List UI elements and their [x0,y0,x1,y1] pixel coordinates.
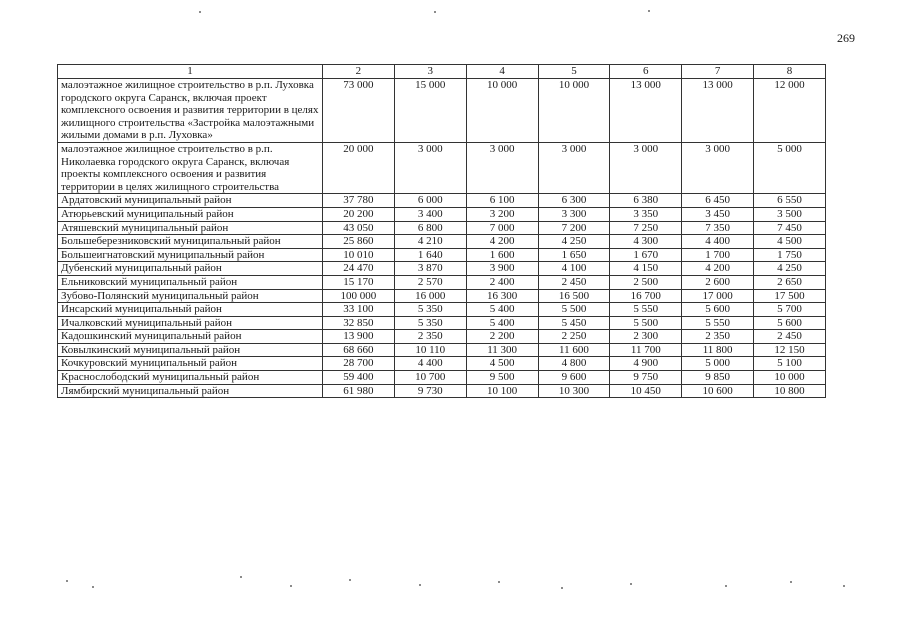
value-cell: 25 860 [323,235,395,249]
value-cell: 73 000 [323,79,395,143]
value-cell: 7 200 [538,221,610,235]
value-cell: 2 450 [754,330,826,344]
value-cell: 5 350 [394,316,466,330]
value-cell: 4 400 [682,235,754,249]
value-cell: 10 000 [466,79,538,143]
value-cell: 20 200 [323,207,395,221]
value-cell: 9 600 [538,371,610,385]
value-cell: 6 300 [538,194,610,208]
value-cell: 2 500 [610,275,682,289]
value-cell: 13 000 [610,79,682,143]
column-header: 4 [466,65,538,79]
table-row [58,316,826,330]
value-cell: 5 400 [466,316,538,330]
value-cell: 61 980 [323,384,395,398]
value-cell: 16 700 [610,289,682,303]
value-cell: 5 100 [754,357,826,371]
value-cell: 1 640 [394,248,466,262]
value-cell: 10 100 [466,384,538,398]
value-cell: 3 000 [682,142,754,193]
value-cell: 4 800 [538,357,610,371]
value-cell: 5 500 [538,303,610,317]
table-row [58,330,826,344]
row-label: Инсарский муниципальный район [58,303,323,317]
value-cell: 12 150 [754,343,826,357]
value-cell: 1 600 [466,248,538,262]
value-cell: 5 400 [466,303,538,317]
value-cell: 5 450 [538,316,610,330]
table-row [58,357,826,371]
value-cell: 4 210 [394,235,466,249]
row-label: малоэтажное жилищное строительство в р.п. Николаевка городского округа Саранск, включая проекты комплексного освоения и развития территории в целях жилищного строительства [58,142,323,193]
value-cell: 15 170 [323,275,395,289]
value-cell: 6 800 [394,221,466,235]
value-cell: 6 100 [466,194,538,208]
value-cell: 59 400 [323,371,395,385]
row-label: Большеигнатовский муниципальный район [58,248,323,262]
value-cell: 2 350 [394,330,466,344]
table-row [58,275,826,289]
value-cell: 11 800 [682,343,754,357]
value-cell: 3 450 [682,207,754,221]
value-cell: 4 400 [394,357,466,371]
column-header: 6 [610,65,682,79]
table-row [58,221,826,235]
value-cell: 7 000 [466,221,538,235]
table-row [58,248,826,262]
value-cell: 2 300 [610,330,682,344]
row-label: малоэтажное жилищное строительство в р.п. Луховка городского округа Саранск, включая проект комплексного освоения и развития территории в целях жилищного строительства «Застройка малоэтажными жилыми домами в р.п. Луховка» [58,79,323,143]
value-cell: 5 550 [682,316,754,330]
value-cell: 20 000 [323,142,395,193]
value-cell: 1 670 [610,248,682,262]
value-cell: 10 600 [682,384,754,398]
value-cell: 3 200 [466,207,538,221]
data-table [57,64,826,398]
value-cell: 16 300 [466,289,538,303]
header-row [58,65,826,79]
value-cell: 3 870 [394,262,466,276]
value-cell: 5 000 [754,142,826,193]
value-cell: 10 010 [323,248,395,262]
value-cell: 5 550 [610,303,682,317]
value-cell: 9 500 [466,371,538,385]
value-cell: 4 500 [466,357,538,371]
value-cell: 2 250 [538,330,610,344]
value-cell: 4 300 [610,235,682,249]
value-cell: 1 700 [682,248,754,262]
value-cell: 4 900 [610,357,682,371]
row-label: Атяшевский муниципальный район [58,221,323,235]
column-header: 7 [682,65,754,79]
value-cell: 5 600 [682,303,754,317]
value-cell: 4 200 [682,262,754,276]
value-cell: 1 650 [538,248,610,262]
value-cell: 4 250 [538,235,610,249]
value-cell: 7 350 [682,221,754,235]
value-cell: 3 300 [538,207,610,221]
table-row [58,194,826,208]
table-row [58,343,826,357]
value-cell: 3 000 [466,142,538,193]
table-row [58,384,826,398]
value-cell: 10 000 [754,371,826,385]
value-cell: 5 000 [682,357,754,371]
value-cell: 16 500 [538,289,610,303]
value-cell: 10 800 [754,384,826,398]
row-label: Атюрьевский муниципальный район [58,207,323,221]
table-row [58,235,826,249]
value-cell: 1 750 [754,248,826,262]
value-cell: 7 450 [754,221,826,235]
value-cell: 10 000 [538,79,610,143]
column-header: 8 [754,65,826,79]
value-cell: 9 730 [394,384,466,398]
value-cell: 32 850 [323,316,395,330]
row-label: Лямбирский муниципальный район [58,384,323,398]
value-cell: 24 470 [323,262,395,276]
value-cell: 28 700 [323,357,395,371]
value-cell: 13 900 [323,330,395,344]
row-label: Дубенский муниципальный район [58,262,323,276]
value-cell: 13 000 [682,79,754,143]
value-cell: 6 550 [754,194,826,208]
table-row [58,289,826,303]
value-cell: 15 000 [394,79,466,143]
value-cell: 17 500 [754,289,826,303]
table-row [58,142,826,193]
value-cell: 4 200 [466,235,538,249]
table-row [58,79,826,143]
value-cell: 2 400 [466,275,538,289]
row-label: Кадошкинский муниципальный район [58,330,323,344]
value-cell: 5 600 [754,316,826,330]
value-cell: 9 850 [682,371,754,385]
value-cell: 10 700 [394,371,466,385]
value-cell: 68 660 [323,343,395,357]
column-header: 2 [323,65,395,79]
column-header: 3 [394,65,466,79]
value-cell: 11 600 [538,343,610,357]
table-row [58,303,826,317]
value-cell: 4 100 [538,262,610,276]
row-label: Большеберезниковский муниципальный район [58,235,323,249]
value-cell: 3 900 [466,262,538,276]
value-cell: 10 110 [394,343,466,357]
value-cell: 2 650 [754,275,826,289]
row-label: Ковылкинский муниципальный район [58,343,323,357]
table-row [58,262,826,276]
value-cell: 3 400 [394,207,466,221]
value-cell: 2 600 [682,275,754,289]
value-cell: 10 300 [538,384,610,398]
table-row [58,371,826,385]
table-row [58,207,826,221]
value-cell: 37 780 [323,194,395,208]
value-cell: 2 450 [538,275,610,289]
value-cell: 3 500 [754,207,826,221]
row-label: Зубово-Полянский муниципальный район [58,289,323,303]
column-header: 5 [538,65,610,79]
value-cell: 3 000 [610,142,682,193]
column-header: 1 [58,65,323,79]
value-cell: 6 000 [394,194,466,208]
value-cell: 3 000 [538,142,610,193]
value-cell: 3 000 [394,142,466,193]
value-cell: 100 000 [323,289,395,303]
value-cell: 12 000 [754,79,826,143]
row-label: Кочкуровский муниципальный район [58,357,323,371]
value-cell: 2 200 [466,330,538,344]
row-label: Краснослободский муниципальный район [58,371,323,385]
value-cell: 10 450 [610,384,682,398]
value-cell: 4 150 [610,262,682,276]
value-cell: 5 500 [610,316,682,330]
value-cell: 5 350 [394,303,466,317]
row-label: Ардатовский муниципальный район [58,194,323,208]
value-cell: 33 100 [323,303,395,317]
value-cell: 2 570 [394,275,466,289]
value-cell: 16 000 [394,289,466,303]
row-label: Ельниковский муниципальный район [58,275,323,289]
value-cell: 5 700 [754,303,826,317]
page-number: 269 [837,31,855,45]
value-cell: 11 300 [466,343,538,357]
value-cell: 7 250 [610,221,682,235]
value-cell: 43 050 [323,221,395,235]
value-cell: 6 380 [610,194,682,208]
value-cell: 11 700 [610,343,682,357]
value-cell: 6 450 [682,194,754,208]
value-cell: 3 350 [610,207,682,221]
value-cell: 4 250 [754,262,826,276]
value-cell: 2 350 [682,330,754,344]
row-label: Ичалковский муниципальный район [58,316,323,330]
value-cell: 9 750 [610,371,682,385]
value-cell: 4 500 [754,235,826,249]
value-cell: 17 000 [682,289,754,303]
